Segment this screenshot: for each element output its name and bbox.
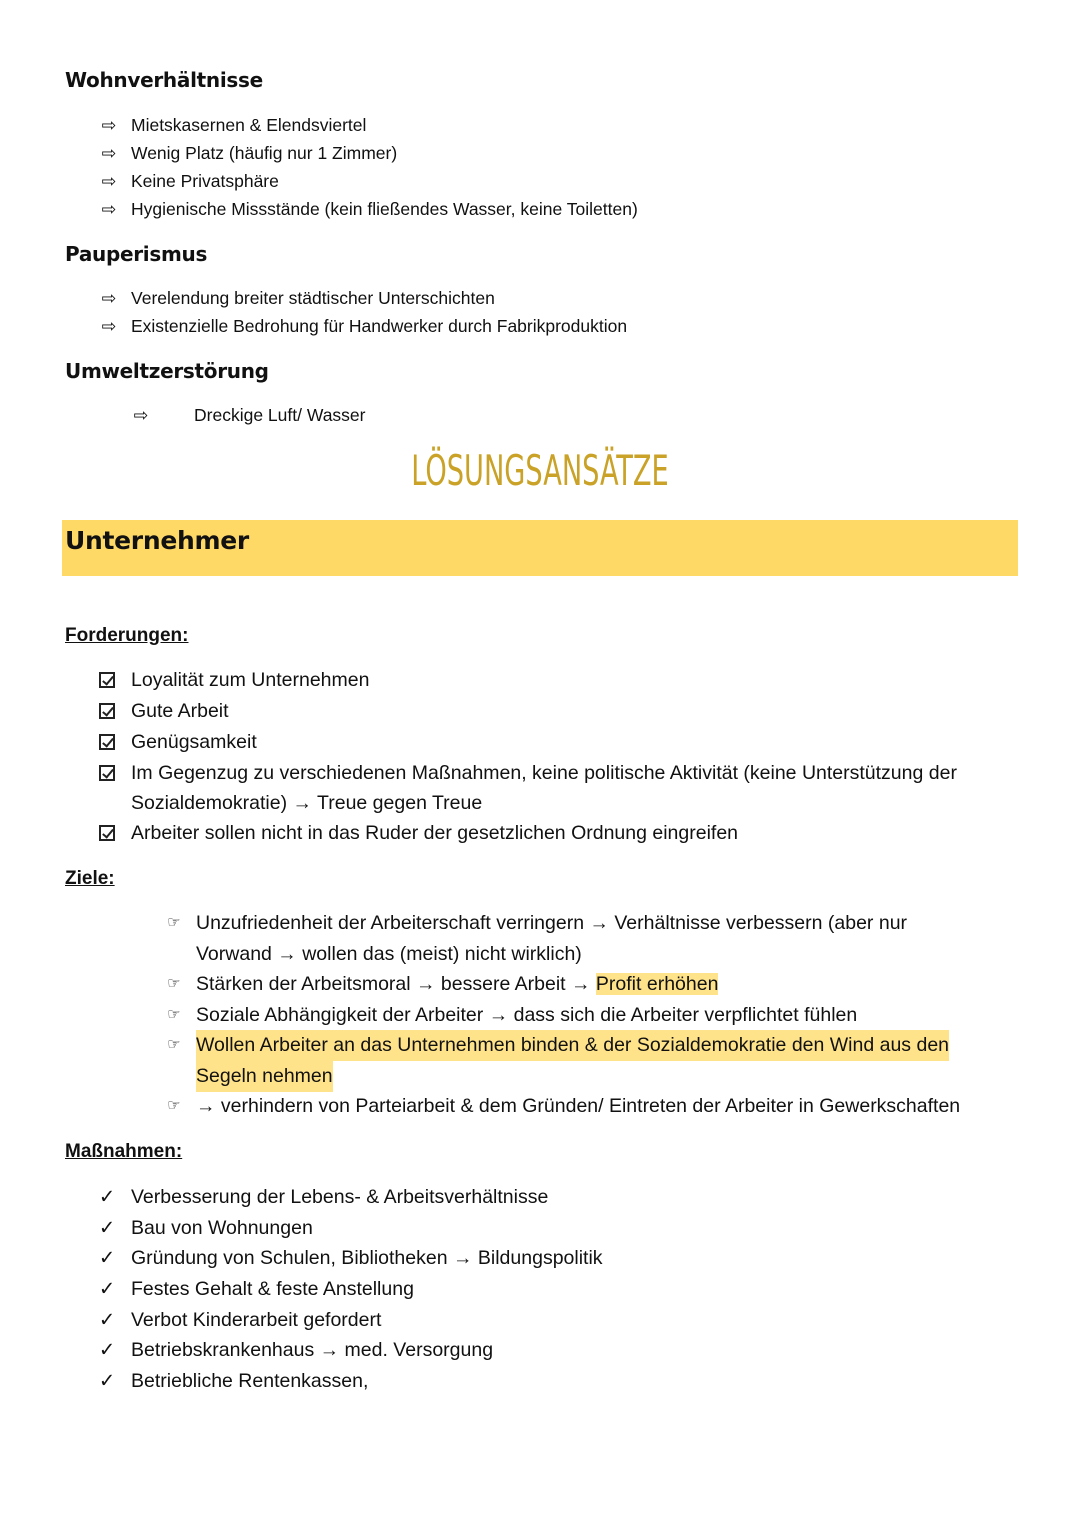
banner bbox=[62, 520, 1018, 576]
checkmark-icon: ✓ bbox=[98, 1186, 116, 1208]
pointing-hand-icon: ☞ bbox=[167, 1097, 181, 1114]
checkbox-checked-icon bbox=[99, 765, 115, 781]
heading-wohnverhaeltnisse: Wohnverhältnisse bbox=[65, 68, 263, 92]
checkmark-icon: ✓ bbox=[98, 1278, 116, 1300]
checkbox-checked-icon bbox=[99, 825, 115, 841]
arrow-icon: ⇨ bbox=[101, 171, 117, 191]
checkmark-icon: ✓ bbox=[98, 1247, 116, 1269]
pointing-hand-icon: ☞ bbox=[167, 1036, 181, 1053]
arrow-icon: ⇨ bbox=[133, 405, 149, 425]
pointing-hand-icon: ☞ bbox=[167, 1006, 181, 1023]
arrow-icon: ⇨ bbox=[101, 199, 117, 219]
arrow-icon: ⇨ bbox=[101, 288, 117, 308]
arrow-icon: ⇨ bbox=[101, 115, 117, 135]
heading-pauperismus: Pauperismus bbox=[65, 242, 208, 266]
heading-forderungen: Forderungen: bbox=[65, 625, 189, 646]
highlighted-text: Profit erhöhen bbox=[595, 973, 719, 995]
banner-title: Unternehmer bbox=[65, 526, 249, 555]
highlighted-text: Segeln nehmen bbox=[196, 1061, 333, 1092]
checkbox-checked-icon bbox=[99, 672, 115, 688]
checkbox-checked-icon bbox=[99, 703, 115, 719]
checkmark-icon: ✓ bbox=[98, 1339, 116, 1361]
checkmark-icon: ✓ bbox=[98, 1217, 116, 1239]
highlighted-text: Wollen Arbeiter an das Unternehmen binden & der Sozialdemokratie den Wind aus den bbox=[196, 1030, 949, 1061]
arrow-icon: ⇨ bbox=[101, 143, 117, 163]
heading-ziele: Ziele: bbox=[65, 868, 115, 889]
heading-umweltzerstoerung: Umweltzerstörung bbox=[65, 359, 269, 383]
section-title: LÖSUNGSANSÄTZE bbox=[411, 446, 669, 495]
arrow-icon: ⇨ bbox=[101, 316, 117, 336]
pointing-hand-icon: ☞ bbox=[167, 914, 181, 931]
checkbox-checked-icon bbox=[99, 734, 115, 750]
checkmark-icon: ✓ bbox=[98, 1309, 116, 1331]
checkmark-icon: ✓ bbox=[98, 1370, 116, 1392]
pointing-hand-icon: ☞ bbox=[167, 975, 181, 992]
heading-massnahmen: Maßnahmen: bbox=[65, 1141, 183, 1162]
